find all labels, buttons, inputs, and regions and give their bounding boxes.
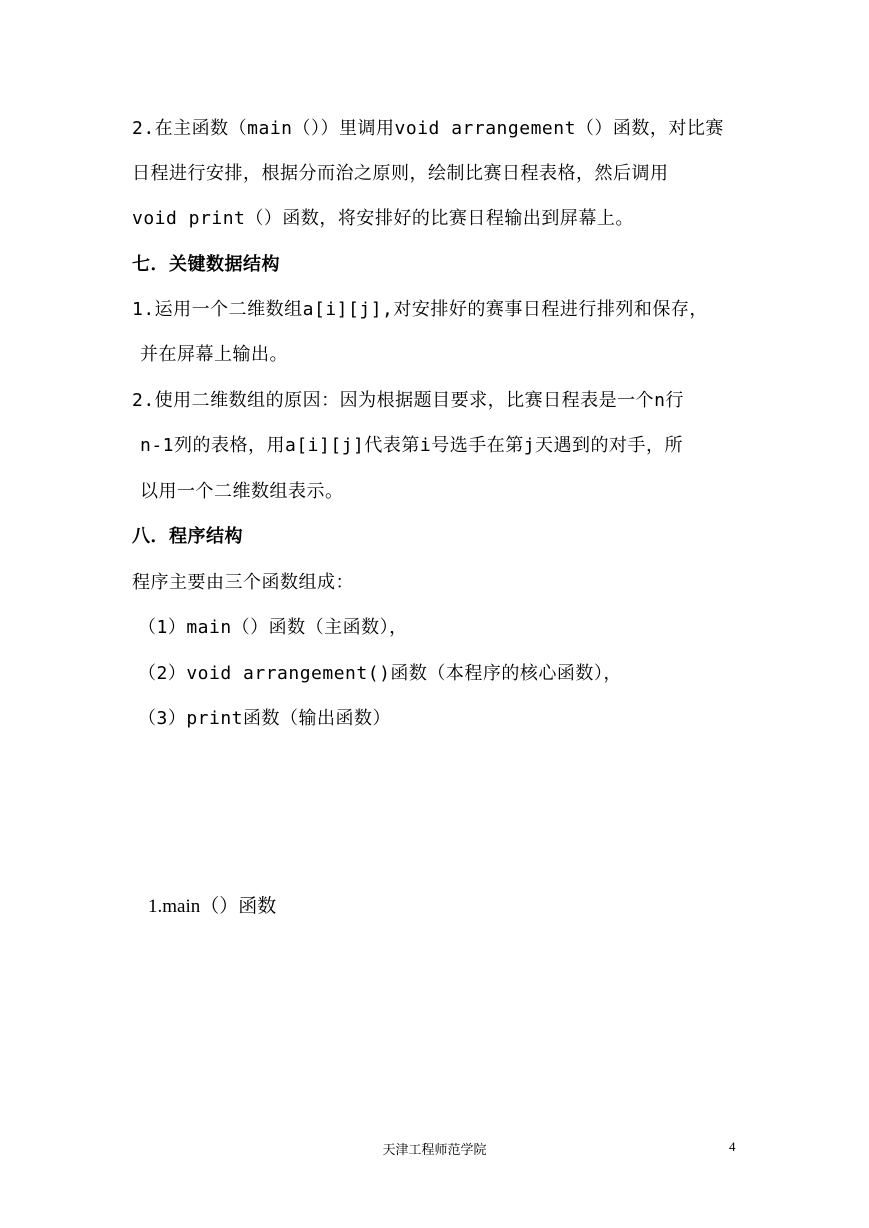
- paragraph-line: 1.运用一个二维数组a[i][j],对安排好的赛事日程进行排列和保存，: [132, 299, 708, 320]
- footer-institution: 天津工程师范学院: [382, 1142, 487, 1157]
- paragraph-line: 并在屏幕上输出。: [140, 344, 288, 365]
- list-item: （2）void arrangement()函数（本程序的核心函数），: [138, 663, 622, 684]
- section-heading-8: 八．程序结构: [132, 526, 243, 547]
- page-number: 4: [729, 1139, 736, 1154]
- sub-heading: 1.main（）函数: [148, 896, 277, 917]
- list-item: （3）print函数（输出函数）: [138, 708, 392, 729]
- paragraph-line: 2.使用二维数组的原因：因为根据题目要求，比赛日程表是一个n行: [132, 390, 685, 411]
- paragraph-line: void print（）函数，将安排好的比赛日程输出到屏幕上。: [132, 208, 634, 229]
- paragraph-line: 程序主要由三个函数组成：: [132, 572, 354, 593]
- paragraph-line: n-1列的表格，用a[i][j]代表第i号选手在第j天遇到的对手，所: [140, 435, 684, 456]
- paragraph-line: 日程进行安排，根据分而治之原则，绘制比赛日程表格，然后调用: [132, 163, 669, 184]
- paragraph-line: 以用一个二维数组表示。: [140, 481, 344, 502]
- section-heading-7: 七．关键数据结构: [132, 254, 280, 275]
- paragraph-line: 2.在主函数（main（））里调用void arrangement（）函数，对比赛: [132, 118, 724, 139]
- list-item: （1）main（）函数（主函数），: [138, 617, 408, 638]
